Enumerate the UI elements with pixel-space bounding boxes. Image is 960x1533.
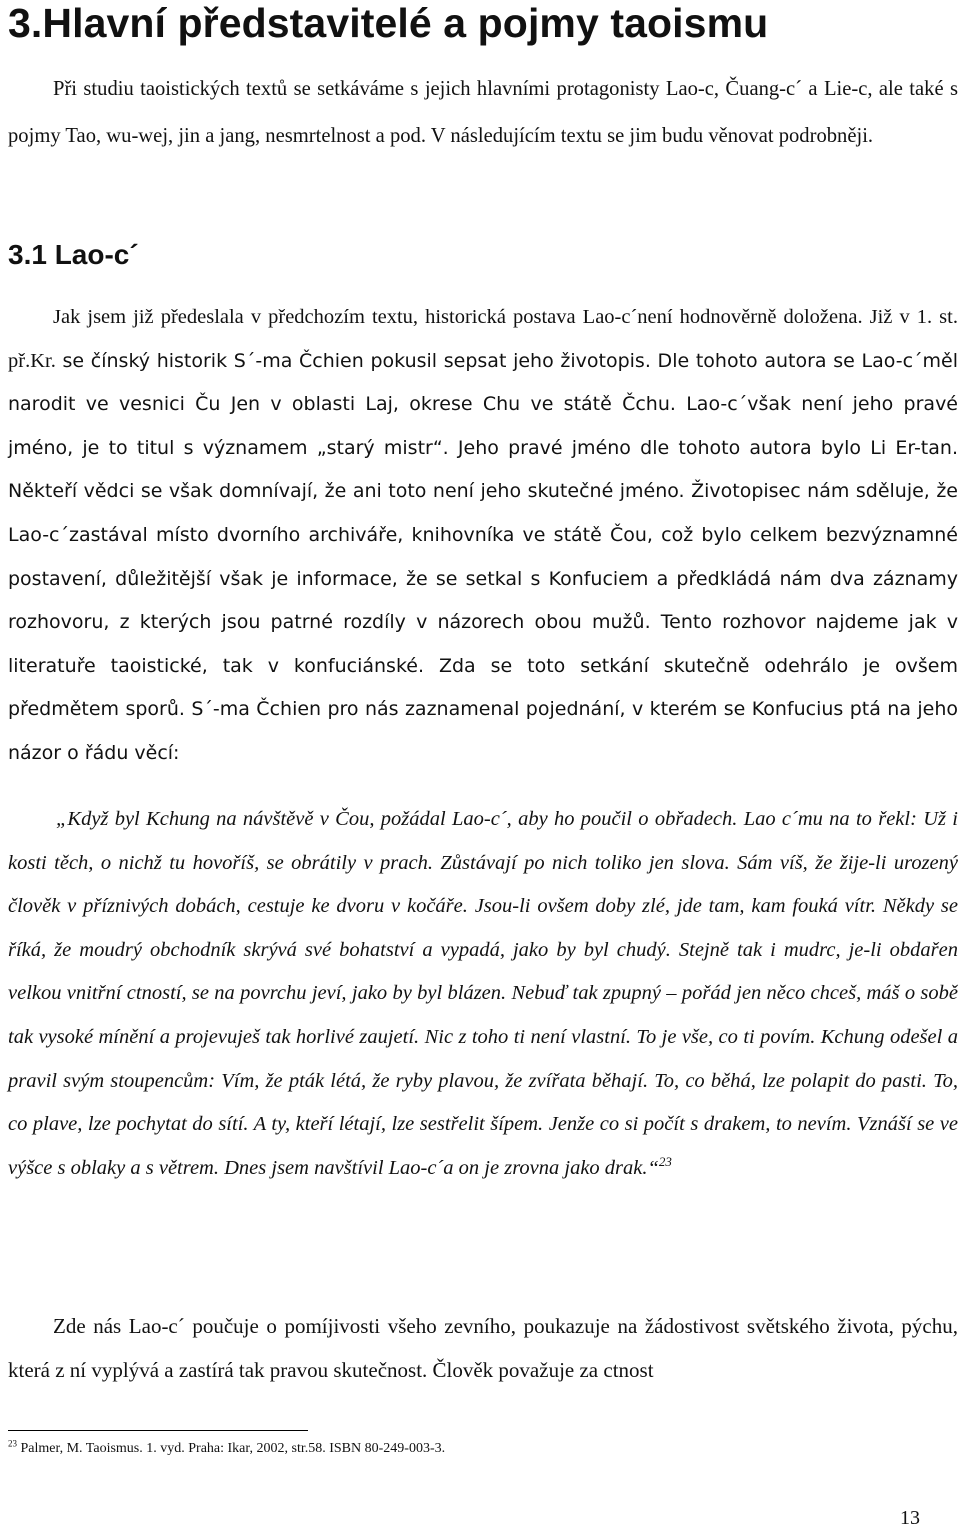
section-paragraph-part2: se čínský historik S´-ma Čchien pokusil sepsat jeho životopis. Dle tohoto autora se Lao-c´měl narodit ve vesnici Ču Jen v oblasti Laj, okrese Chu ve státě Čchu. Lao-c´však není jeho pravé jméno, je to titul s významem „starý mistr“. Jeho pravé jméno dle tohoto autora bylo Li Er-tan. Někteří vědci se však domnívají, že ani toto není jeho skutečné jméno. Životopisec nám sděluje, že Lao-c´zastával místo dvorního archiváře, knihovníka ve státě Čou, což bylo celkem bezvýznamné postavení, důležitější však je informace, že se setkal s Konfuciem a předkládá nám dva záznamy rozhovoru, z kterých jsou patrné rozdíly v názorech obou mužů. Tento rozhovor najdeme jak v literatuře taoistické, tak v konfuciánské. Zda se toto setkání skutečně odehrálo je ovšem předmětem sporů. S´-ma Čchien pro nás zaznamenal pojednání, v kterém se Konfucius ptá na jeho názor o řádu věcí:	[8, 349, 958, 764]
chapter-heading: 3.Hlavní představitelé a pojmy taoismu	[8, 0, 769, 46]
intro-paragraph: Při studiu taoistických textů se setkáváme s jejich hlavními protagonisty Lao-c, Čuang-c´ a Lie-c, ale také s pojmy Tao, wu-wej, jin a jang, nesmrtelnost a pod. V následujícím textu se jim budu věnovat podrobněji.	[8, 78, 958, 147]
footnote-divider	[8, 1430, 308, 1431]
footnote-text: Palmer, M. Taoismus. 1. vyd. Praha: Ikar, 2002, str.58. ISBN 80-249-003-3.	[17, 1441, 446, 1456]
section-paragraph	[8, 296, 958, 776]
section-heading: 3.1 Lao-c´	[8, 239, 139, 270]
footnote-number: 23	[8, 1438, 17, 1449]
after-quote-paragraph: Zde nás Lao-c´ poučuje o pomíjivosti všeho zevního, poukazuje na žádostivost světského života, pýchu, která z ní vyplývá a zastírá tak pravou skutečnost. Člověk považuje za ctnost	[8, 1314, 958, 1382]
footnote	[8, 1440, 445, 1458]
footnote-reference[interactable]: 23	[658, 1153, 672, 1169]
page-number: 13	[900, 1507, 920, 1529]
quote-paragraph	[8, 798, 958, 1190]
section-paragraph-part1: Jak jsem již předeslala v předchozím textu, historická postava Lao-c´není hodnověrně doložena. Již v 1. st. př.Kr.	[8, 306, 958, 372]
quote-text: „Když byl Kchung na návštěvě v Čou, požádal Lao-c´, aby ho poučil o obřadech. Lao c´mu na to řekl: Už i kosti těch, o nichž tu hovoříš, se obrátily v prach. Zůstávají po nich toliko jen slova. Sám víš, že žije-li urozený člověk v příznivých dobách, cestuje ke dvoru v kočáře. Jsou-li ovšem doby zlé, jde tam, kam fouká vítr. Někdy se říká, že moudrý obchodník skrývá své bohatství a vypadá, jako by byl chudý. Stejně tak i mudrc, je-li obdařen velkou vnitřní ctností, se na povrchu jeví, jako by byl blázen. Nebuď tak zpupný – pořád jen něco chceš, máš o sobě tak vysoké mínění a projevuješ tak horlivé zaujetí. Nic z toho ti není vlastní. To je vše, co ti povím. Kchung odešel a pravil svým stoupencům: Vím, že pták létá, že ryby plavou, že zvířata běhají. To, co běhá, lze polapit do pasti. To, co plave, lze pochytat do sítí. A ty, kteří létají, lze sestřelit šípem. Jenže co si počít s drakem, to nevím. Vznáší se ve výšce s oblaky a s větrem. Dnes jsem navštívil Lao-c´a on je zrovna jako drak.“	[8, 808, 958, 1179]
